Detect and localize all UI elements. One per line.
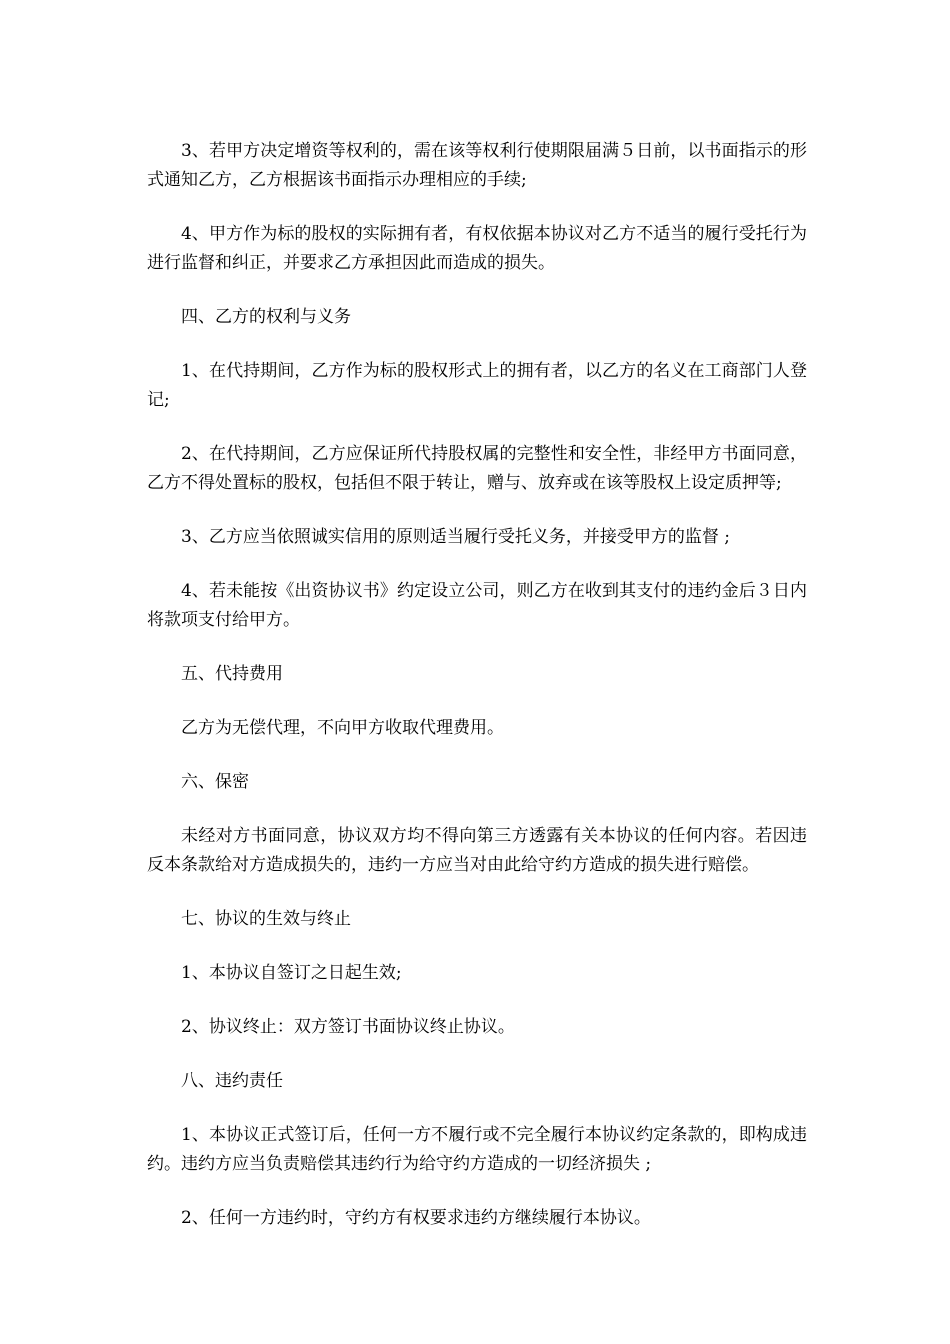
clause-free-agency: 乙方为无偿代理，不向甲方收取代理费用。 bbox=[181, 718, 504, 738]
clause-1-registration: 1、在代持期间，乙方作为标的股权形式上的拥有者，以乙方的名义在工商部门人登记; bbox=[147, 361, 807, 410]
section-heading-8: 八、违约责任 bbox=[181, 1071, 283, 1091]
clause-4-supervision: 4、甲方作为标的股权的实际拥有者，有权依据本协议对乙方不适当的履行受托行为进行监督和纠正，并要求乙方承担因此而造成的损失。 bbox=[147, 224, 807, 273]
clause-2-termination: 2、协议终止：双方签订书面协议终止协议。 bbox=[181, 1017, 515, 1037]
clause-3-capital-increase: 3、若甲方决定增资等权利的，需在该等权利行使期限届满５日前，以书面指示的形式通知乙方，乙方根据该书面指示办理相应的手续; bbox=[147, 141, 807, 190]
clause-4-refund: 4、若未能按《出资协议书》约定设立公司，则乙方在收到其支付的违约金后３日内将款项支付给甲方。 bbox=[147, 581, 807, 630]
clause-2-continue-performance: 2、任何一方违约时，守约方有权要求违约方继续履行本协议。 bbox=[181, 1208, 651, 1228]
section-heading-5: 五、代持费用 bbox=[181, 664, 283, 684]
clause-1-breach: 1、本协议正式签订后，任何一方不履行或不完全履行本协议约定条款的，即构成违约。违约方应当负责赔偿其违约行为给守约方造成的一切经济损失 ; bbox=[147, 1125, 807, 1174]
section-heading-6: 六、保密 bbox=[181, 772, 249, 792]
clause-confidentiality: 未经对方书面同意，协议双方均不得向第三方透露有关本协议的任何内容。若因违反本条款给对方造成损失的，违约一方应当对由此给守约方造成的损失进行赔偿。 bbox=[147, 826, 807, 875]
section-heading-4: 四、乙方的权利与义务 bbox=[181, 307, 351, 327]
document-page bbox=[147, 137, 807, 1258]
clause-1-effective: 1、本协议自签订之日起生效; bbox=[181, 963, 402, 983]
clause-3-good-faith: 3、乙方应当依照诚实信用的原则适当履行受托义务，并接受甲方的监督 ; bbox=[181, 527, 730, 547]
section-heading-7: 七、协议的生效与终止 bbox=[181, 909, 351, 929]
clause-2-integrity: 2、在代持期间，乙方应保证所代持股权属的完整性和安全性，非经甲方书面同意，乙方不得处置标的股权，包括但不限于转让，赠与、放弃或在该等股权上设定质押等; bbox=[147, 444, 807, 493]
